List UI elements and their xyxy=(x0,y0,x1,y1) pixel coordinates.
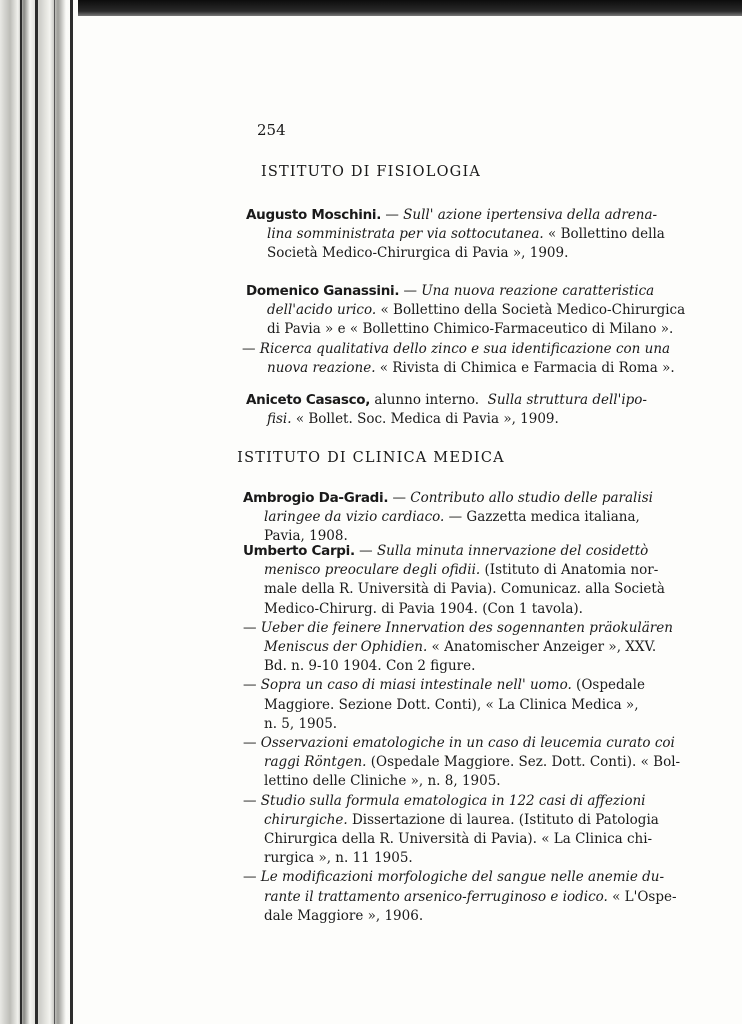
work-title: Sulla struttura dell'ipo- xyxy=(487,392,647,408)
entry-line: Pavia, 1908. xyxy=(264,528,348,545)
entry-line xyxy=(243,619,673,638)
citation-text: « Rivista di Chimica e Farmacia di Roma ». xyxy=(375,359,675,376)
entry-line xyxy=(243,508,649,527)
citation-text: (Ospedale Maggiore. Sez. Dott. Conti). « Bol- xyxy=(366,754,681,771)
work-title: menisco preoculare degli ofidii. xyxy=(264,562,481,579)
entry-line: dale Maggiore », 1906. xyxy=(264,907,424,924)
list-dash: — xyxy=(243,677,261,694)
list-dash: — xyxy=(242,340,260,357)
citation-text: « Bollettino della xyxy=(543,226,665,243)
citation-text: « Bollet. Soc. Medica di Pavia », 1909. xyxy=(291,411,559,428)
work-title: Sull' azione ipertensiva della adrena- xyxy=(403,207,658,223)
work-title: nuova reazione. xyxy=(267,359,376,376)
entry-carpi xyxy=(243,542,681,926)
entry-line: male della R. Università di Pavia). Comunicaz. alla Società xyxy=(264,581,665,598)
entry-line xyxy=(243,888,677,907)
entry-line: lettino delle Cliniche », n. 8, 1905. xyxy=(264,773,501,790)
entry-casasco xyxy=(246,391,652,429)
author-name: Aniceto Casasco, xyxy=(246,392,371,408)
work-title: Contributo allo studio delle paralisi xyxy=(410,490,653,506)
entry-line: Bd. n. 9-10 1904. Con 2 figure. xyxy=(264,658,476,675)
entry-line: rurgica », n. 11 1905. xyxy=(264,850,413,867)
work-title: lina somministrata per via sottocutanea. xyxy=(267,226,544,243)
entry-line xyxy=(243,542,649,561)
entry-line: di Pavia » e « Bollettino Chimico-Farmaceutico di Milano ». xyxy=(267,321,674,338)
work-title: chirurgiche. xyxy=(264,811,348,828)
citation-text: Dissertazione di laurea. (Istituto di Patologia xyxy=(347,811,659,828)
entry-line xyxy=(242,340,671,359)
entry-line xyxy=(243,638,657,657)
work-title: Ricerca qualitativa dello zinco e sua identificazione con una xyxy=(259,340,671,357)
separator: — xyxy=(399,283,422,299)
citation-text: « Bollettino della Società Medico-Chirurgica xyxy=(376,302,686,319)
author-name: Augusto Moschini. xyxy=(246,207,382,223)
separator: — xyxy=(388,490,411,506)
entry-line xyxy=(243,676,649,695)
heading-istituto-fisiologia: ISTITUTO DI FISIOLOGIA xyxy=(260,164,482,180)
work-title: Le modificazioni morfologiche del sangue nelle anemie du- xyxy=(260,869,665,886)
entry-dagradi xyxy=(243,489,653,547)
entry-line xyxy=(246,359,675,378)
entry-line xyxy=(243,734,675,753)
citation-text: (Ospedale xyxy=(571,677,645,694)
entry-line: Società Medico-Chirurgica di Pavia », 1909. xyxy=(267,245,569,262)
citation-text: (Istituto di Anatomia nor- xyxy=(480,562,659,579)
work-title: Sopra un caso di miasi intestinale nell' uomo. xyxy=(260,677,572,694)
citation-text: « Anatomischer Anzeiger », XXV. xyxy=(427,639,657,656)
work-title: laringee da vizio cardiaco. xyxy=(264,509,445,526)
list-dash: — xyxy=(243,869,261,886)
work-title: Meniscus der Ophidien. xyxy=(264,639,428,656)
entry-line xyxy=(243,811,659,830)
list-dash: — xyxy=(243,735,261,752)
entry-line: Medico-Chirurg. di Pavia 1904. (Con 1 tavola). xyxy=(264,600,583,617)
work-title: Studio sulla formula ematologica in 122 casi di affezioni xyxy=(260,792,646,809)
author-name: Umberto Carpi. xyxy=(243,543,355,559)
entry-line xyxy=(246,282,655,301)
citation-text: alunno interno. xyxy=(370,392,488,408)
entry-line xyxy=(246,301,686,320)
entry-line xyxy=(246,410,652,429)
citation-text: « L'Ospe- xyxy=(607,888,677,905)
work-title: fisi. xyxy=(267,411,292,428)
citation-text: — Gazzetta medica italiana, xyxy=(444,509,640,526)
list-dash: — xyxy=(243,792,261,809)
entry-moschini xyxy=(246,206,665,264)
entry-line: Maggiore. Sezione Dott. Conti), « La Clinica Medica », xyxy=(264,696,639,713)
work-title: dell'acido urico. xyxy=(267,302,377,319)
list-dash: — xyxy=(243,619,261,636)
entry-line xyxy=(246,225,665,244)
author-name: Domenico Ganassini. xyxy=(246,283,400,299)
entry-line xyxy=(243,489,653,508)
entry-line xyxy=(243,753,681,772)
entry-line xyxy=(246,391,652,410)
separator: — xyxy=(381,207,404,223)
entry-line xyxy=(243,792,649,811)
work-title: Osservazioni ematologiche in un caso di leucemia curato coi xyxy=(260,735,675,752)
separator: — xyxy=(354,543,377,559)
heading-istituto-clinica-medica: ISTITUTO DI CLINICA MEDICA xyxy=(237,450,505,466)
entry-line: n. 5, 1905. xyxy=(264,715,338,732)
work-title: Una nuova reazione caratteristica xyxy=(421,283,655,299)
entry-line: Chirurgica della R. Università di Pavia). « La Clinica chi- xyxy=(264,831,653,848)
entry-line xyxy=(243,561,659,580)
entry-ganassini xyxy=(242,282,686,378)
page-number: 254 xyxy=(257,121,286,139)
entry-line xyxy=(246,206,658,225)
work-title: raggi Röntgen. xyxy=(264,754,367,771)
entry-line xyxy=(243,868,665,887)
work-title: rante il trattamento arsenico-ferruginoso e iodico. xyxy=(264,888,608,905)
author-name: Ambrogio Da-Gradi. xyxy=(243,490,389,506)
work-title: Ueber die feinere Innervation des sogennanten präokulären xyxy=(260,619,673,636)
work-title: Sulla minuta innervazione del cosidettò xyxy=(376,543,649,559)
